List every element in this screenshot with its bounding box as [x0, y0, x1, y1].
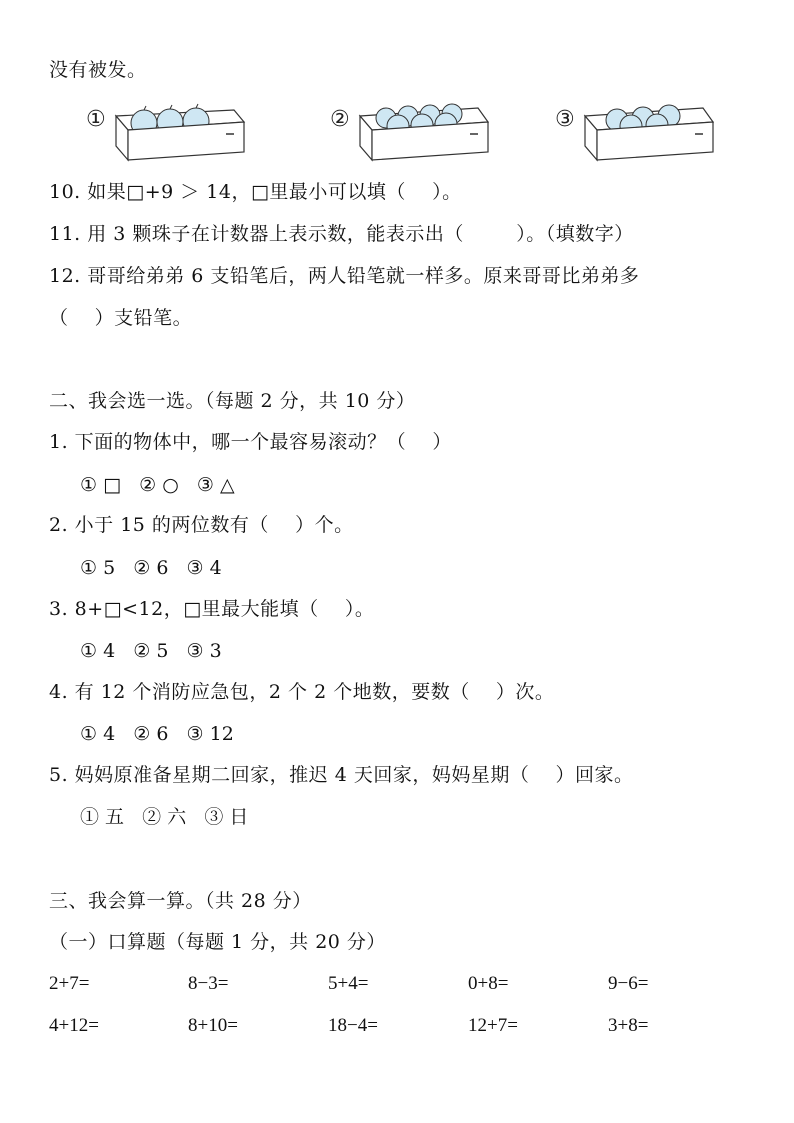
- choice-question-5-options: ① 五 ② 六 ③ 日: [80, 806, 249, 828]
- choice-question-3: 3. 8+□<12，□里最大能填（ ）。: [49, 598, 375, 620]
- section-3-title: 三、我会算一算。（共 28 分）: [49, 890, 312, 912]
- oral-calc-1: 2+7=: [49, 973, 90, 994]
- choice-question-2: 2. 小于 15 的两位数有（ ）个。: [49, 514, 354, 536]
- choice-question-1: 1. 下面的物体中，哪一个最容易滚动？（ ）: [49, 431, 452, 453]
- fig-label-3: ③: [555, 107, 575, 132]
- oral-calc-2: 8−3=: [188, 973, 229, 994]
- fig-label-1: ①: [86, 107, 106, 132]
- section-2-title: 二、我会选一选。（每题 2 分，共 10 分）: [49, 390, 416, 412]
- question-12-continued: （ ）支铅笔。: [49, 307, 193, 329]
- apple-box-figure-3: [553, 98, 723, 174]
- choice-question-3-options: ① 4 ② 5 ③ 3: [80, 640, 222, 662]
- oral-calc-10: 3+8=: [608, 1015, 649, 1036]
- oral-calc-6: 4+12=: [49, 1015, 99, 1036]
- choice-question-4: 4. 有 12 个消防应急包，2 个 2 个地数，要数（ ）次。: [49, 681, 555, 703]
- choice-question-1-options: ① □ ② ○ ③ △: [80, 474, 235, 496]
- oral-calc-9: 12+7=: [468, 1015, 518, 1036]
- oral-calc-7: 8+10=: [188, 1015, 238, 1036]
- oral-calc-4: 0+8=: [468, 973, 509, 994]
- section-3-subtitle: （一）口算题（每题 1 分，共 20 分）: [49, 931, 386, 953]
- oral-calc-8: 18−4=: [328, 1015, 378, 1036]
- question-12: 12. 哥哥给弟弟 6 支铅笔后，两人铅笔就一样多。原来哥哥比弟弟多: [49, 265, 640, 287]
- choice-question-2-options: ① 5 ② 6 ③ 4: [80, 557, 222, 579]
- apple-box-figure-1: [84, 98, 254, 174]
- choice-question-5: 5. 妈妈原准备星期二回家，推迟 4 天回家，妈妈星期（ ）回家。: [49, 764, 634, 786]
- apple-box-figure-2: [328, 98, 498, 174]
- fig-label-2: ②: [330, 107, 350, 132]
- oral-calc-3: 5+4=: [328, 973, 369, 994]
- oral-calc-5: 9−6=: [608, 973, 649, 994]
- previous-question-tail: 没有被发。: [49, 59, 147, 81]
- question-11: 11. 用 3 颗珠子在计数器上表示数，能表示出（ ）。（填数字）: [49, 223, 634, 245]
- question-10: 10. 如果□+9 ＞ 14，□里最小可以填（ ）。: [49, 181, 462, 203]
- choice-question-4-options: ① 4 ② 6 ③ 12: [80, 723, 234, 745]
